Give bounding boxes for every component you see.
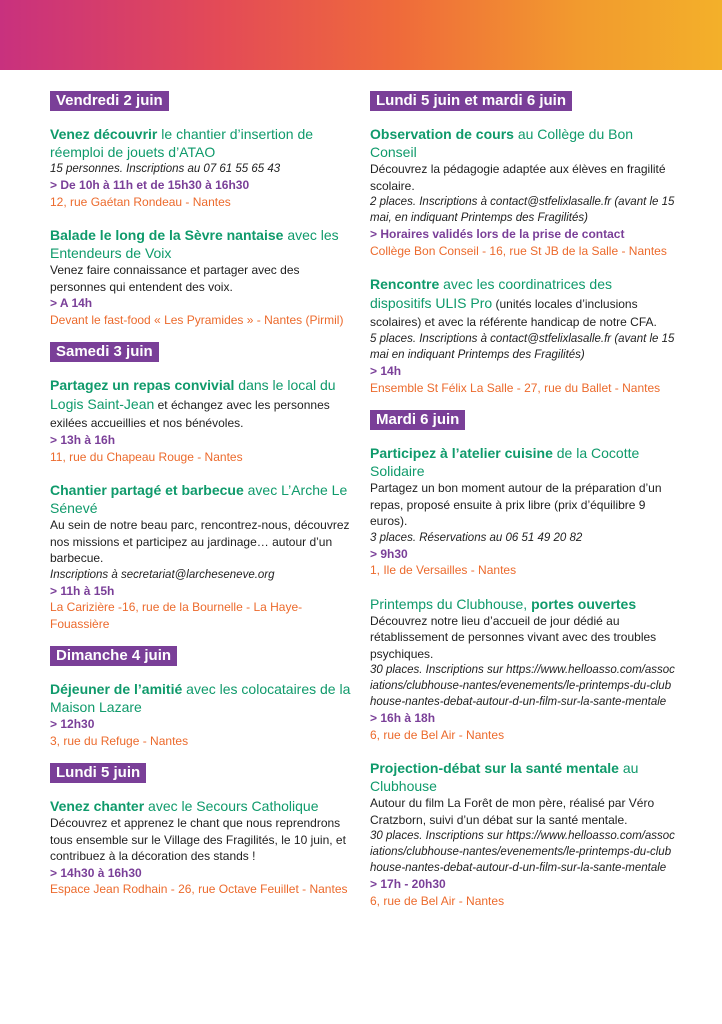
event-place: 6, rue de Bel Air - Nantes bbox=[370, 893, 505, 908]
event-registration: 5 places. Inscriptions à contact@stfelixlasalle.fr (avant le 15 mai en indiquant Printemps des Fragilités) bbox=[370, 333, 675, 361]
event bbox=[370, 759, 676, 909]
event-description: Découvrez et apprenez le chant que nous reprendrons tous ensemble sur le Village des Fragilités, le 10 juin, et contribuez à la décoration des stands ! bbox=[50, 816, 346, 863]
event-registration: 30 places. Inscriptions sur https://www.helloasso.com/associations/clubhouse-nantes/evenements/le-printemps-du-clubhouse-nantes-debat-autour-d-un-film-sur-la-sante-mentale bbox=[370, 664, 675, 708]
event-registration: 30 places. Inscriptions sur https://www.helloasso.com/associations/clubhouse-nantes/evenements/le-printemps-du-clubhouse-nantes-debat-autour-d-un-film-sur-la-sante-mentale bbox=[370, 830, 675, 874]
event-place: 11, rue du Chapeau Rouge - Nantes bbox=[50, 449, 243, 464]
event bbox=[50, 226, 356, 328]
event-description: Découvrez la pédagogie adaptée aux élèves en fragilité scolaire. bbox=[370, 162, 666, 193]
event-description: Autour du film La Forêt de mon père, réalisé par Véro Cratzborn, suivi d’un débat sur la santé mentale. bbox=[370, 796, 655, 827]
event-place: Ensemble St Félix La Salle - 27, rue du Ballet - Nantes bbox=[370, 380, 661, 395]
event-place: Collège Bon Conseil - 16, rue St JB de la Salle - Nantes bbox=[370, 243, 667, 258]
event-description: Partagez un bon moment autour de la préparation d’un repas, proposé ensuite à prix libre (prix d’équilibre 9 euros). bbox=[370, 481, 662, 528]
event-place: 12, rue Gaétan Rondeau - Nantes bbox=[50, 194, 231, 209]
event-time: > 17h - 20h30 bbox=[370, 877, 446, 891]
event-time: > 16h à 18h bbox=[370, 711, 436, 725]
event-time: > De 10h à 11h et de 15h30 à 16h30 bbox=[50, 178, 250, 192]
event bbox=[50, 680, 356, 749]
day-heading: Lundi 5 juin et mardi 6 juin bbox=[370, 91, 572, 111]
event-time: > 12h30 bbox=[50, 717, 95, 731]
event-title: Participez à l’atelier cuisine de la Cocotte Solidaire bbox=[370, 445, 640, 479]
day-heading: Vendredi 2 juin bbox=[50, 91, 169, 111]
day-heading: Samedi 3 juin bbox=[50, 342, 159, 362]
day-section bbox=[50, 763, 356, 898]
event-time: > 14h bbox=[370, 364, 402, 378]
day-section bbox=[370, 410, 676, 909]
day-heading: Mardi 6 juin bbox=[370, 410, 465, 430]
event-title: Déjeuner de l’amitié avec les colocataires de la Maison Lazare bbox=[50, 681, 351, 715]
day-section bbox=[50, 646, 356, 749]
event-time: > 9h30 bbox=[370, 546, 408, 561]
event-title: Printemps du Clubhouse, portes ouvertes bbox=[370, 595, 637, 612]
event bbox=[50, 125, 356, 210]
event-description: Découvrez notre lieu d’accueil de jour dédié au rétablissement de personnes vivant avec des troubles psychiques. bbox=[370, 613, 657, 661]
header-gradient-band bbox=[0, 0, 722, 70]
event-place: Devant le fast-food « Les Pyramides » - Nantes (Pirmil) bbox=[50, 312, 344, 327]
event-registration: 2 places. Inscriptions à contact@stfelixlasalle.fr (avant le 15 mai, en indiquant Printemps des Fragilités) bbox=[370, 196, 675, 224]
day-section bbox=[370, 91, 676, 396]
day-section bbox=[50, 342, 356, 632]
event-place: La Carizière -16, rue de la Bournelle - La Haye-Fouassière bbox=[50, 600, 303, 631]
event-description: Venez faire connaissance et partager avec des personnes qui entendent des voix. bbox=[50, 263, 300, 294]
event-title: Balade le long de la Sèvre nantaise avec les Entendeurs de Voix bbox=[50, 227, 339, 261]
day-heading: Lundi 5 juin bbox=[50, 763, 146, 783]
event-description: Au sein de notre beau parc, rencontrez-nous, découvrez nos missions et participez au jardinage… autour d’un barbecue. bbox=[50, 518, 350, 565]
event bbox=[370, 275, 676, 396]
event-description: (unités locales d’inclusions scolaires) et avec la référente handicap de notre CFA. bbox=[370, 297, 657, 329]
event-title: Partagez un repas convivial dans le local du Logis Saint-Jean bbox=[50, 377, 336, 412]
event bbox=[50, 376, 356, 465]
event bbox=[370, 595, 676, 744]
day-heading: Dimanche 4 juin bbox=[50, 646, 177, 666]
event-description: et échangez avec les personnes exilées accueillies et nos bénévoles. bbox=[50, 398, 330, 430]
event-registration: 15 personnes. Inscriptions au 07 61 55 65 43 bbox=[50, 163, 281, 175]
left-column bbox=[50, 91, 356, 912]
event-title: Observation de cours au Collège du Bon Conseil bbox=[370, 126, 634, 160]
event bbox=[50, 481, 356, 632]
event-place: 1, Ile de Versailles - Nantes bbox=[370, 563, 517, 577]
day-section bbox=[50, 91, 356, 328]
event-place: 3, rue du Refuge - Nantes bbox=[50, 733, 189, 748]
event-registration: Inscriptions à secretariat@larcheseneve.org bbox=[50, 568, 275, 581]
event-registration: 3 places. Réservations au 06 51 49 20 82 bbox=[370, 531, 583, 544]
event bbox=[370, 444, 676, 579]
event-title: Chantier partagé et barbecue avec L’Arche Le Sénevé bbox=[50, 482, 348, 516]
event-time: > 14h30 à 16h30 bbox=[50, 865, 142, 880]
event-title: Rencontre avec les coordinatrices des dispositifs ULIS Pro bbox=[370, 276, 612, 311]
event-time: > 13h à 16h bbox=[50, 433, 116, 447]
event-place: Espace Jean Rodhain - 26, rue Octave Feuillet - Nantes bbox=[50, 882, 348, 896]
event-title: Venez découvrir le chantier d’insertion de réemploi de jouets d’ATAO bbox=[50, 126, 314, 160]
event-title: Projection-débat sur la santé mentale au Clubhouse bbox=[370, 760, 639, 794]
event-time: > Horaires validés lors de la prise de contact bbox=[370, 227, 625, 241]
event bbox=[370, 125, 676, 259]
event-place: 6, rue de Bel Air - Nantes bbox=[370, 727, 505, 742]
event-time: > 11h à 15h bbox=[50, 583, 115, 598]
event bbox=[50, 797, 356, 898]
event-title: Venez chanter avec le Secours Catholique bbox=[50, 798, 319, 814]
event-time: > A 14h bbox=[50, 296, 93, 310]
right-column bbox=[370, 91, 676, 923]
